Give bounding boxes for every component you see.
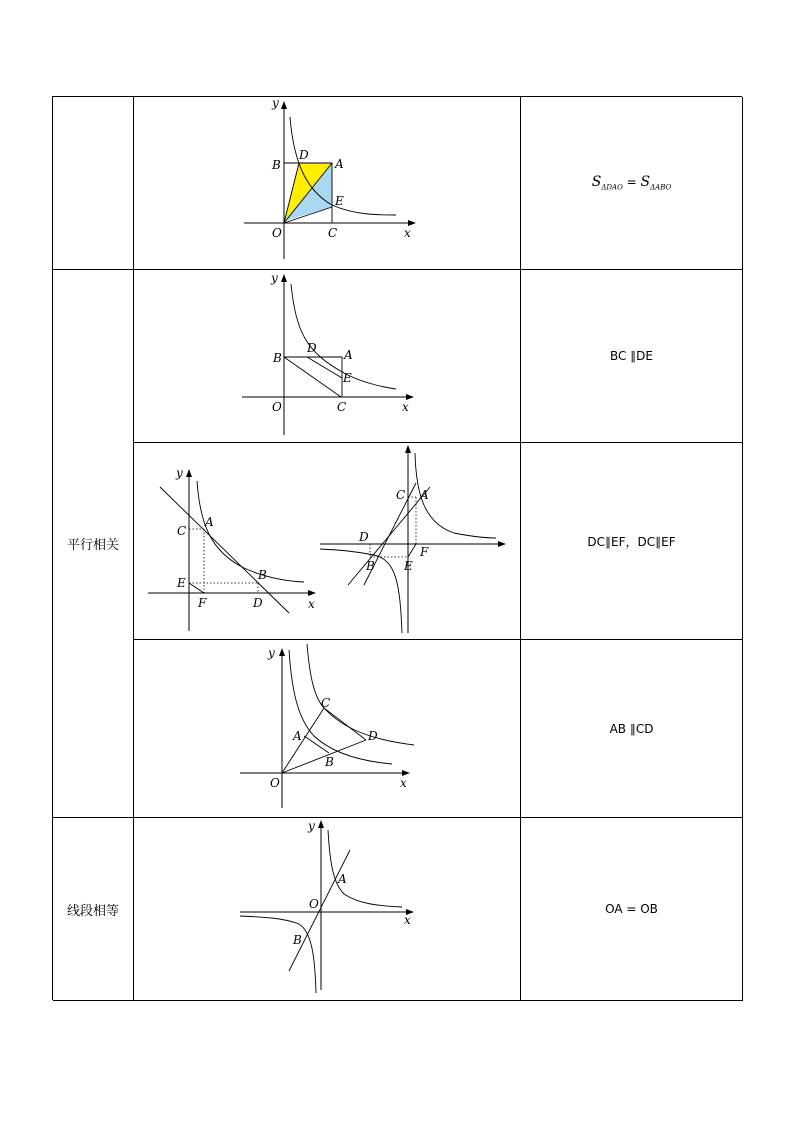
property-cell-5: [521, 818, 743, 1001]
property-text: DC∥EF，DC∥EF: [587, 534, 676, 549]
hyperbola: [197, 481, 304, 582]
segment-oc: [282, 708, 324, 773]
label-b: B: [292, 932, 302, 947]
label-a: A: [337, 871, 347, 886]
label-o: O: [271, 225, 282, 240]
label-d: D: [367, 728, 378, 743]
label-a: A: [292, 728, 302, 743]
label-o: O: [271, 399, 282, 414]
property-cell-3: [521, 443, 743, 640]
segment-ef: [189, 583, 204, 593]
label-a: A: [419, 487, 429, 502]
label-b: B: [365, 558, 375, 573]
area-equation: $S_{\Delta DAO} = S_{\Delta ABO}$: [591, 174, 672, 192]
x-axis-arrow: [498, 541, 506, 547]
label-d: D: [298, 147, 309, 162]
figure-dc-parallel-ef: [134, 443, 521, 640]
property-cell-4: [521, 640, 743, 818]
hyperbola-branch-2: [320, 549, 402, 633]
properties-table: [52, 96, 742, 1000]
category-cell-equal: [53, 818, 134, 1001]
figure-cell-5: [134, 818, 521, 1001]
label-b: B: [271, 157, 281, 172]
label-d: D: [252, 595, 263, 610]
label-a: A: [204, 514, 214, 529]
property-cell-1: [521, 97, 743, 270]
label-e: E: [176, 575, 186, 590]
label-b: B: [324, 754, 334, 769]
label-c: C: [336, 399, 346, 414]
label-x: x: [399, 775, 407, 790]
figure-ab-parallel-cd: [134, 640, 521, 818]
label-x: x: [401, 399, 409, 414]
label-y: y: [271, 95, 279, 110]
label-x: x: [307, 596, 315, 611]
label-e: E: [342, 370, 352, 385]
figure-cell-1: [134, 97, 521, 270]
label-o: O: [308, 896, 319, 911]
label-d: D: [306, 340, 317, 355]
figure-right: [320, 445, 506, 633]
figure-cell-2: [134, 270, 521, 443]
figure-bc-parallel-de: [134, 270, 521, 443]
label-y: y: [307, 818, 315, 833]
y-axis-arrow: [279, 648, 285, 656]
label-d: D: [358, 529, 369, 544]
label-e: E: [334, 193, 344, 208]
label-o: O: [269, 775, 280, 790]
hyperbola-outer: [307, 644, 414, 745]
y-axis-arrow: [281, 274, 287, 282]
hyperbola-branch-2: [240, 916, 316, 993]
hyperbola-branch-1: [328, 830, 402, 907]
y-axis-arrow: [186, 469, 192, 477]
label-y: y: [175, 465, 183, 480]
property-text: AB ∥CD: [609, 721, 654, 736]
label-c: C: [395, 487, 405, 502]
label-e: E: [403, 558, 413, 573]
category-cell-1: [53, 97, 134, 270]
y-axis-arrow: [281, 101, 287, 109]
figure-cell-3: [134, 443, 521, 640]
figure-area-equality: [134, 97, 521, 270]
property-text: BC ∥DE: [609, 349, 654, 363]
segment-bc: [284, 357, 341, 397]
label-x: x: [403, 225, 411, 240]
category-label: 平行相关: [66, 538, 119, 553]
segment-cd: [324, 708, 366, 740]
figure-oa-equals-ob: [134, 818, 521, 1001]
label-a: A: [343, 347, 353, 362]
y-axis-arrow: [318, 820, 324, 828]
label-c: C: [176, 523, 186, 538]
figure-left: [148, 466, 316, 631]
line-ab: [289, 850, 350, 971]
label-f: F: [197, 595, 206, 610]
category-cell-parallel: [53, 270, 134, 818]
label-y: y: [267, 645, 275, 660]
label-a: A: [334, 156, 344, 171]
figure-cell-4: [134, 640, 521, 818]
label-y: y: [270, 270, 278, 285]
label-c: C: [327, 225, 337, 240]
label-c: C: [320, 695, 330, 710]
hyperbola-inner: [289, 650, 392, 764]
property-text: OA = OB: [605, 902, 658, 916]
label-f: F: [419, 544, 428, 559]
x-axis-arrow: [308, 590, 316, 596]
label-b: B: [272, 350, 282, 365]
y-axis-arrow: [405, 445, 411, 453]
label-x: x: [403, 912, 411, 927]
label-b: B: [257, 567, 267, 582]
property-cell-2: [521, 270, 743, 443]
category-label: 线段相等: [66, 903, 119, 919]
segment-od: [282, 740, 366, 773]
segment-fe: [408, 544, 416, 557]
line-cd: [160, 487, 289, 613]
